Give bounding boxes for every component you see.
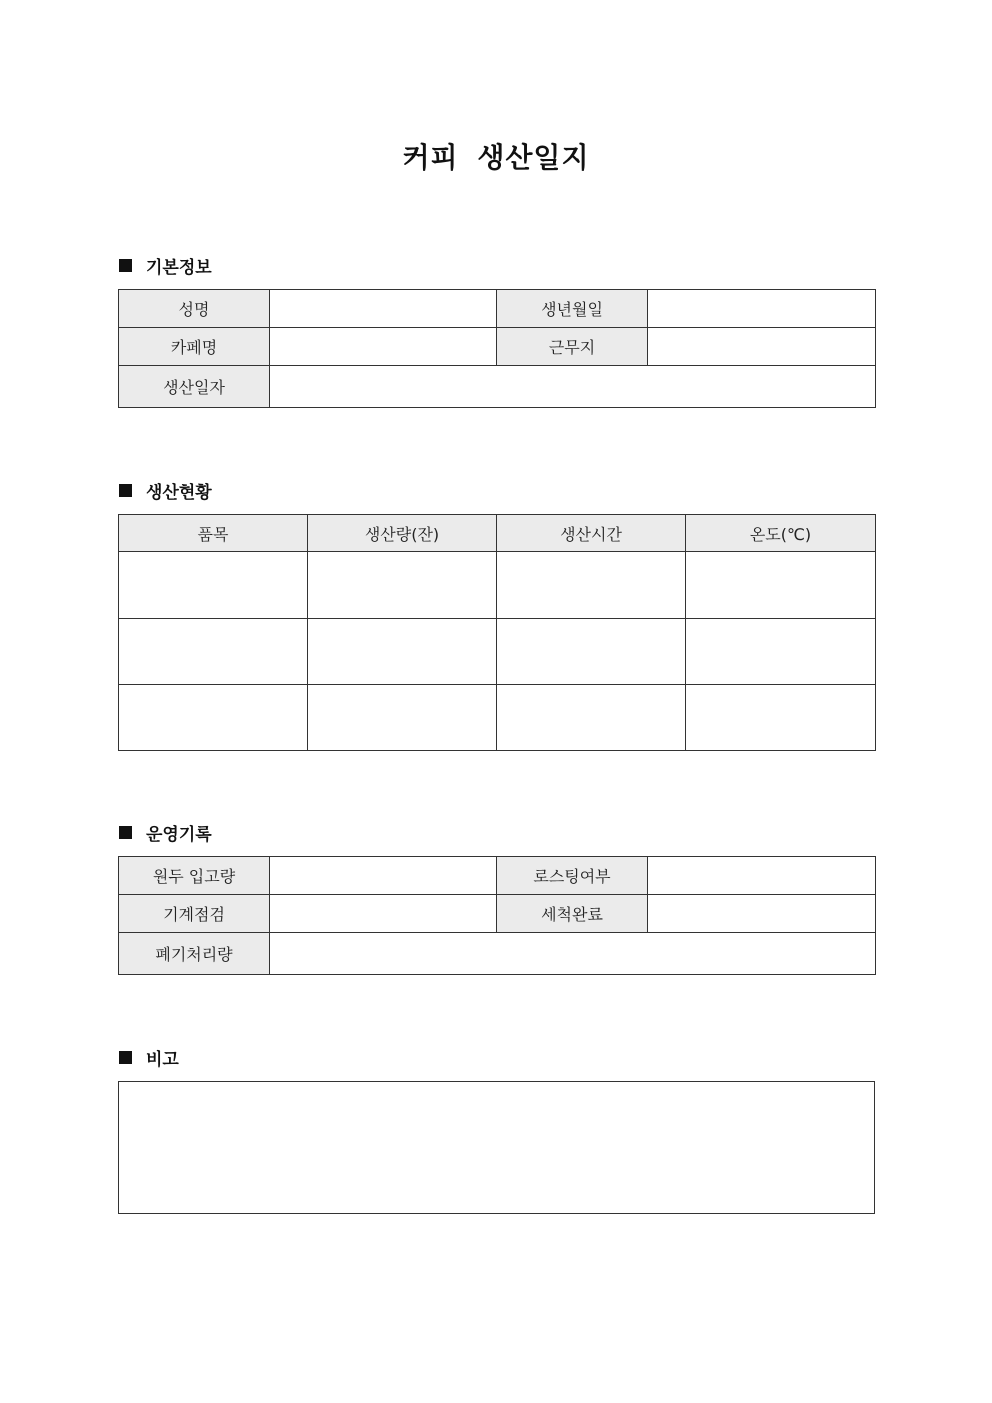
section-heading-label: 비고 [146, 1050, 179, 1070]
section-heading-label: 운영기록 [146, 825, 212, 845]
section-heading-label: 생산현황 [146, 483, 212, 503]
workplace-label: 근무지 [497, 328, 648, 366]
birthdate-field[interactable] [648, 290, 876, 328]
section-heading-operation [119, 820, 212, 845]
remarks-field[interactable] [119, 1082, 875, 1214]
operation-table [118, 856, 876, 975]
time-cell[interactable] [497, 619, 686, 685]
bean-intake-label: 원두 입고량 [119, 857, 270, 895]
roasting-label: 로스팅여부 [497, 857, 648, 895]
temperature-cell[interactable] [686, 685, 876, 751]
cafe-name-label: 카페명 [119, 328, 270, 366]
square-bullet-icon [119, 1051, 132, 1064]
square-bullet-icon [119, 826, 132, 839]
temperature-cell[interactable] [686, 619, 876, 685]
time-cell[interactable] [497, 685, 686, 751]
table-row [119, 552, 876, 619]
column-header-quantity: 생산량(잔) [308, 515, 497, 552]
item-cell[interactable] [119, 552, 308, 619]
production-table [118, 514, 876, 751]
quantity-cell[interactable] [308, 552, 497, 619]
waste-label: 폐기처리량 [119, 933, 270, 975]
item-cell[interactable] [119, 685, 308, 751]
square-bullet-icon [119, 484, 132, 497]
roasting-field[interactable] [648, 857, 876, 895]
bean-intake-field[interactable] [270, 857, 497, 895]
cleaning-label: 세척완료 [497, 895, 648, 933]
name-label: 성명 [119, 290, 270, 328]
production-date-label: 생산일자 [119, 366, 270, 408]
waste-field[interactable] [270, 933, 876, 975]
temperature-cell[interactable] [686, 552, 876, 619]
section-heading-label: 기본정보 [146, 258, 212, 278]
workplace-field[interactable] [648, 328, 876, 366]
cleaning-field[interactable] [648, 895, 876, 933]
time-cell[interactable] [497, 552, 686, 619]
table-row [119, 685, 876, 751]
quantity-cell[interactable] [308, 619, 497, 685]
production-date-field[interactable] [270, 366, 876, 408]
section-heading-basic [119, 253, 212, 278]
page-title: 커피 생산일지 [402, 141, 590, 174]
section-heading-remarks [119, 1045, 179, 1070]
birthdate-label: 생년월일 [497, 290, 648, 328]
quantity-cell[interactable] [308, 685, 497, 751]
name-field[interactable] [270, 290, 497, 328]
section-heading-production [119, 478, 212, 503]
table-row [119, 619, 876, 685]
basic-info-table [118, 289, 876, 408]
machine-check-label: 기계점검 [119, 895, 270, 933]
item-cell[interactable] [119, 619, 308, 685]
column-header-time: 생산시간 [497, 515, 686, 552]
machine-check-field[interactable] [270, 895, 497, 933]
column-header-item: 품목 [119, 515, 308, 552]
remarks-table [118, 1081, 875, 1214]
cafe-name-field[interactable] [270, 328, 497, 366]
column-header-temperature: 온도(℃) [686, 515, 876, 552]
square-bullet-icon [119, 259, 132, 272]
